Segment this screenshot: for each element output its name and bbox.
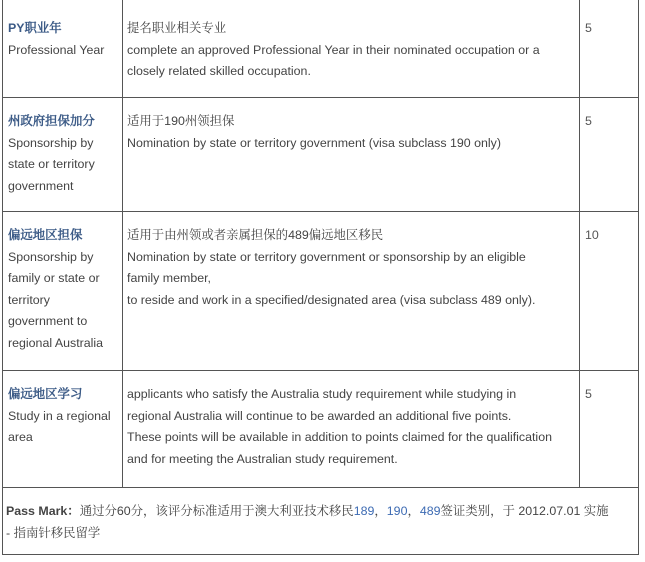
row-title-cn: 州政府担保加分	[8, 114, 95, 128]
pass-mark-text: 通过分60分，该评分标准适用于澳大利亚技术移民	[79, 504, 354, 518]
desc-cn: 提名职业相关专业	[127, 21, 227, 35]
separator: ，	[374, 504, 387, 518]
row-title-en-line: government	[8, 178, 74, 193]
row-title-en-line: government to	[8, 314, 88, 328]
separator: ，	[407, 504, 420, 518]
row-description	[127, 225, 577, 311]
row-points: 5	[585, 387, 592, 401]
desc-cn: 适用于由州领或者亲属担保的489偏远地区移民	[127, 228, 384, 242]
table-border-right	[638, 0, 639, 555]
row-points: 5	[585, 114, 592, 128]
row-description	[127, 111, 577, 154]
table-divider-col2	[579, 0, 580, 488]
row-title-cn: 偏远地区学习	[8, 387, 83, 401]
visa-190-link[interactable]: 190	[386, 504, 408, 518]
desc-en-line: complete an approved Professional Year in their nominated occupation or a	[127, 42, 540, 57]
desc-cn: 适用于190州领担保	[127, 114, 235, 128]
row-title-en-line: Sponsorship by	[8, 249, 94, 264]
desc-en-line: family member,	[127, 271, 211, 285]
desc-en-line: regional Australia will continue to be awarded an additional five points.	[127, 408, 512, 423]
desc-en-line: applicants who satisfy the Australia study requirement while studying in	[127, 387, 517, 401]
row-title-en-line: Study in a regional	[8, 408, 111, 423]
row-title-cn: PY职业年	[8, 21, 62, 35]
row-title-en-line: regional Australia	[8, 335, 104, 350]
pass-mark-label: Pass Mark：	[6, 504, 80, 518]
row-title-en-line: Sponsorship by	[8, 135, 94, 150]
pass-mark-note	[6, 500, 634, 544]
desc-en-line: to reside and work in a specified/designated area (visa subclass 489 only).	[127, 292, 536, 307]
row-title-en: Professional Year	[8, 42, 105, 57]
row-title-en-line: state or territory	[8, 157, 95, 171]
row-divider-1	[2, 97, 639, 98]
visa-189-link[interactable]: 189	[353, 504, 375, 518]
pass-mark-line	[6, 500, 634, 522]
points-table	[2, 0, 639, 555]
row-divider-3	[2, 370, 639, 371]
row-divider-4	[2, 487, 639, 488]
table-divider-col1	[122, 0, 123, 488]
source-credit: - 指南针移民留学	[6, 526, 101, 540]
row-divider-2	[2, 211, 639, 212]
table-row	[8, 384, 120, 449]
row-title-cn: 偏远地区担保	[8, 228, 83, 242]
table-border-bottom	[2, 554, 639, 555]
row-points: 5	[585, 21, 592, 35]
desc-en-line: Nomination by state or territory government or sponsorship by an eligible	[127, 249, 526, 264]
row-title-en-line: territory	[8, 292, 50, 307]
table-row	[8, 225, 120, 354]
table-row	[8, 18, 120, 61]
desc-en-line: closely related skilled occupation.	[127, 64, 311, 78]
desc-en-line: and for meeting the Australian study requirement.	[127, 451, 398, 466]
table-border-left	[2, 0, 3, 555]
pass-mark-date: 签证类别，于 2012.07.01 实施	[440, 504, 609, 518]
table-row	[8, 111, 120, 197]
row-title-en-line: family or state or	[8, 271, 100, 285]
desc-en-line: These points will be available in addition to points claimed for the qualification	[127, 430, 552, 444]
row-title-en-line: area	[8, 430, 33, 444]
desc-en-line: Nomination by state or territory government (visa subclass 190 only)	[127, 135, 501, 150]
row-points: 10	[585, 228, 599, 242]
visa-489-link[interactable]: 489	[419, 504, 441, 518]
row-description	[127, 18, 577, 83]
row-description	[127, 384, 577, 470]
